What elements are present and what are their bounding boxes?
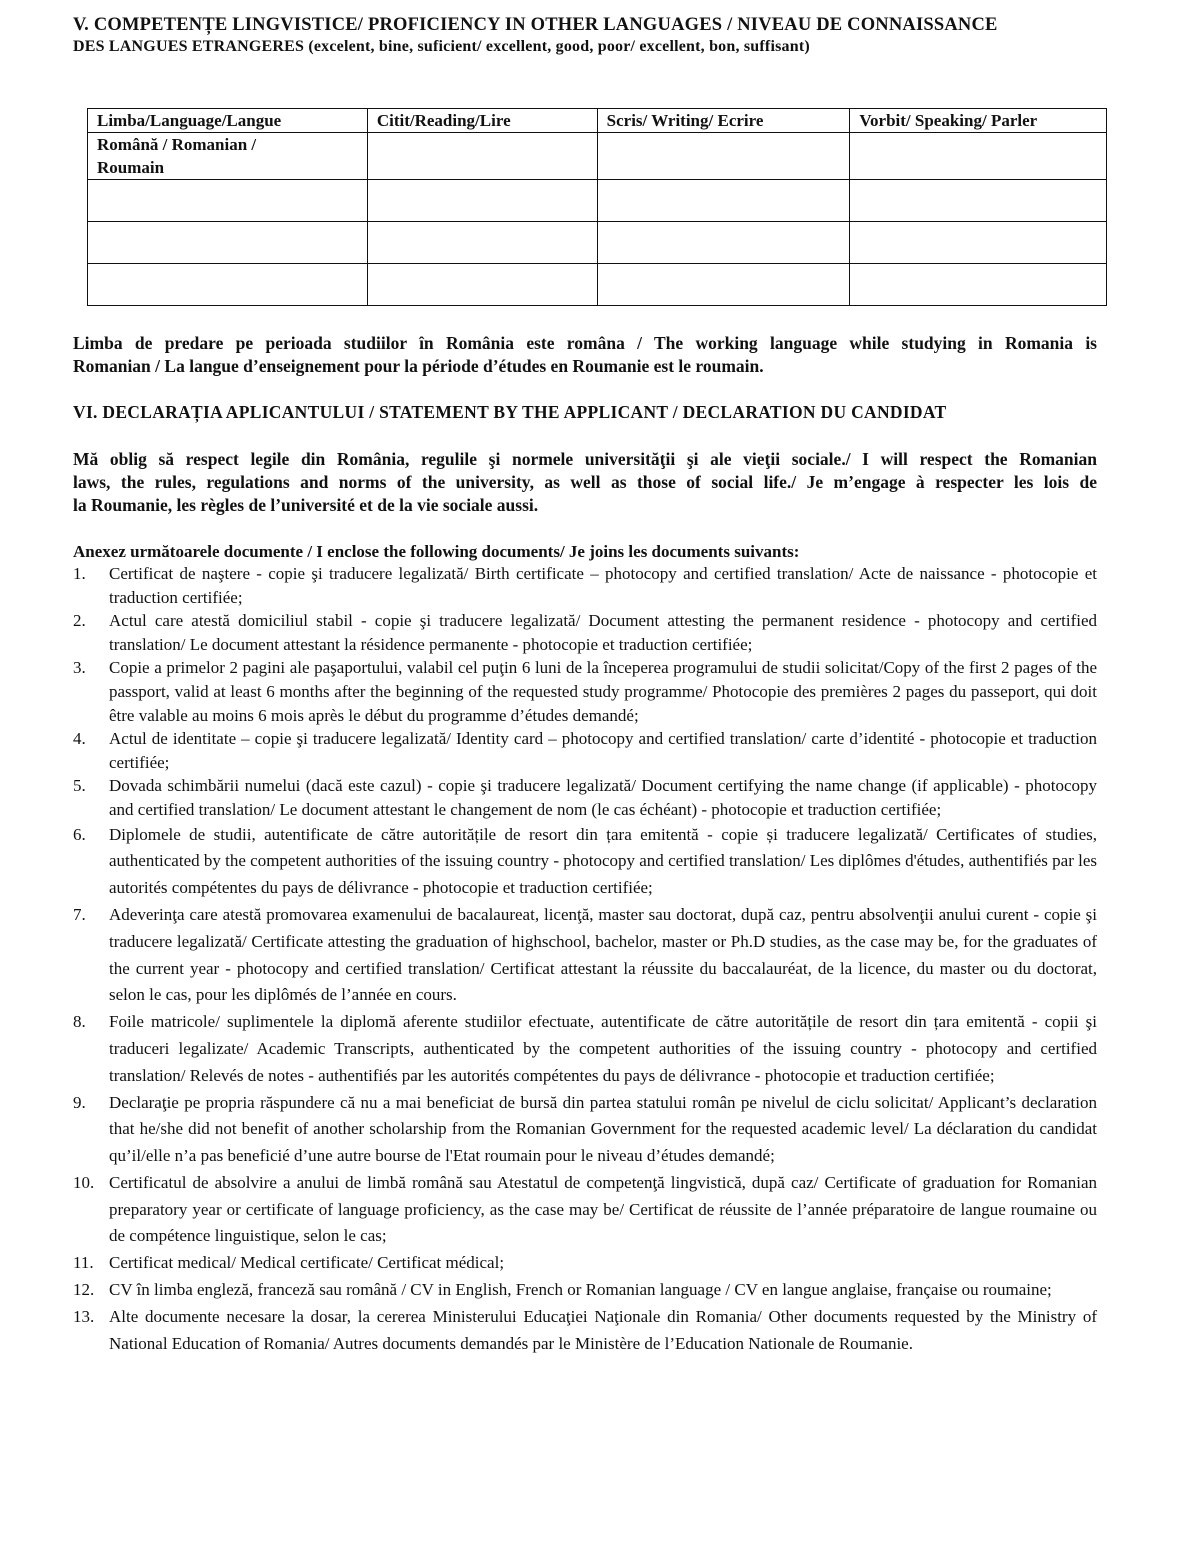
list-item: 7. Adeverinţa care atestă promovarea examenului de bacalaureat, licenţă, master sau doctorat, după caz, pentru absolvenţii anului curent - copie şi traducere legalizată/ Certificate attesting the graduation of highschool, bachelor, master or Ph.D studies, as the case may be, for the graduates of the current year - photocopy and certified translation/ Certificat attestant la réussite du baccalauréat, de la licence, du master ou du doctorat, selon le cas, pour les diplômés de l’année en cours. [73,904,1097,1005]
table-header-row [88,109,1107,133]
list-item: 9. Declaraţie pe propria răspundere că nu a mai beneficiat de bursă din partea statului român pe nivelul de ciclu solicitat/ Applicant’s declaration that he/she did not benefit of another scholarship from the Romanian Government for the requested academic level/ La déclaration du candidat qu’il/elle n’a pas beneficié d’une autre bourse de l'Etat roumain pour le niveau d’études demandé; [73,1092,1097,1166]
section-5-title-line2: DES LANGUES ETRANGERES (excelent, bine, suficient/ excellent, good, poor/ excellent, bon, suffisant) [73,38,810,55]
cell-language: Română / Romanian / Roumain [88,133,368,180]
cell-language-input[interactable] [88,222,368,264]
list-item: 12. CV în limba engleză, franceză sau română / CV in English, French or Romanian language / CV en langue anglaise, française ou roumaine; [73,1280,1052,1300]
list-item: 13. Alte documente necesare la dosar, la cererea Ministerului Educaţiei Naţionale din Romania/ Other documents requested by the Ministry of National Education of Romania/ Autres documents demandés par le Ministère de l’Education Nationale de Roumanie. [73,1306,1097,1353]
section-6-title: VI. DECLARAȚIA APLICANTULUI / STATEMENT BY THE APPLICANT / DECLARATION DU CANDIDAT [73,402,947,422]
list-item: 4. Actul de identitate – copie şi traducere legalizată/ Identity card – photocopy and certified translation/ carte d’identité - photocopie et traduction certifiée; [73,729,1097,772]
cell-writing-input[interactable] [597,264,850,306]
cell-reading-input[interactable] [367,222,597,264]
table-row [88,180,1107,222]
cell-reading-input[interactable] [367,180,597,222]
pledge-line2: laws, the rules, regulations and norms of the university, as well as those of social life./ Je m’engage à respecter les lois de [73,472,1097,492]
cell-speaking-input[interactable] [850,180,1107,222]
list-item: 5. Dovada schimbării numelui (dacă este cazul) - copie şi traducere legalizată/ Document certifying the name change (if applicable) - photocopy and certified translation/ Le document attestant le changement de nom (le cas échéant) - photocopie et traduction certifiée; [73,776,1097,819]
applicant-pledge [73,448,1097,517]
list-item: 8. Foile matricole/ suplimentele la diplomă aferente studiilor efectuate, autentificate de către autoritățile de resort din țara emitentă - copii şi traduceri legalizate/ Academic Transcripts, authenticated by the competent authorities of the issuing country - photocopy and certified translation/ Relevés de notes - authentifiés par les autorités compétentes du pays de délivrance - photocopie et traduction certifiée; [73,1012,1097,1085]
cell-speaking-input[interactable] [850,133,1107,180]
documents-heading: Anexez următoarele documente / I enclose the following documents/ Je joins les documents suivants: [73,542,800,561]
documents-list [73,562,1097,1357]
working-language-line1: Limba de predare pe perioada studiilor în România este româna / The working language while studying in Romania is [73,333,1097,353]
list-item: 10. Certificatul de absolvire a anului de limbă română sau Atestatul de competenţă lingvistică, după caz/ Certificate of graduation for Romanian preparatory year or certificate of language proficiency, as the case may be/ Certificat de réussite de l’année préparatoire de langue roumaine ou de compétence linguistique, selon le cas; [73,1172,1097,1246]
header-language: Limba/Language/Langue [88,109,368,133]
header-reading: Citit/Reading/Lire [367,109,597,133]
list-item: 1. Certificat de naştere - copie şi traducere legalizată/ Birth certificate – photocopy and certified translation/ Acte de naissance - photocopie et traduction certifiée; [73,564,1097,607]
list-item: 6. Diplomele de studii, autentificate de către autoritățile de resort din țara emitentă - copie și traducere legalizată/ Certificates of studies, authenticated by the competent authorities of the issuing country - photocopy and certified translation/ Les diplômes d'études, authentifiés par les autorités compétentes du pays de délivrance - photocopie et traduction certifiée; [73,824,1097,898]
cell-reading-input[interactable] [367,133,597,180]
section-5-title-line1: V. COMPETENȚE LINGVISTICE/ PROFICIENCY IN OTHER LANGUAGES / NIVEAU DE CONNAISSANCE [73,15,998,35]
cell-language-input[interactable] [88,264,368,306]
cell-writing-input[interactable] [597,133,850,180]
document-page [73,14,1097,1353]
pledge-line3: la Roumanie, les règles de l’université et de la vie sociale aussi. [73,495,539,515]
table-row [88,264,1107,306]
table-row [88,222,1107,264]
section-5-title [73,14,1097,58]
language-proficiency-table [87,108,1107,306]
cell-writing-input[interactable] [597,222,850,264]
cell-language-input[interactable] [88,180,368,222]
working-language-note [73,332,1097,378]
table-row [88,133,1107,180]
cell-writing-input[interactable] [597,180,850,222]
cell-reading-input[interactable] [367,264,597,306]
header-speaking: Vorbit/ Speaking/ Parler [850,109,1107,133]
list-item: 2. Actul care atestă domiciliul stabil - copie şi traducere legalizată/ Document attesting the permanent residence - photocopy and certified translation/ Le document attestant la résidence permanente - photocopie et traduction certifiée; [73,611,1097,654]
list-item: 3. Copie a primelor 2 pagini ale paşaportului, valabil cel puţin 6 luni de la începerea programului de studii solicitat/Copy of the first 2 pages of the passport, valid at least 6 months after the beginning of the requested study programme/ Photocopie des premières 2 pages du passeport, qui doit être valable au moins 6 mois après le début du programme d’études demandé; [73,658,1097,725]
cell-speaking-input[interactable] [850,264,1107,306]
list-item: 11. Certificat medical/ Medical certificate/ Certificat médical; [73,1253,505,1273]
pledge-line1: Mă oblig să respect legile din România, regulile şi normele universităţii şi ale vieţii sociale./ I will respect the Romanian [73,449,1097,469]
working-language-line2: Romanian / La langue d’enseignement pour la période d’études en Roumanie est le roumain. [73,356,764,376]
cell-speaking-input[interactable] [850,222,1107,264]
header-writing: Scris/ Writing/ Ecrire [597,109,850,133]
